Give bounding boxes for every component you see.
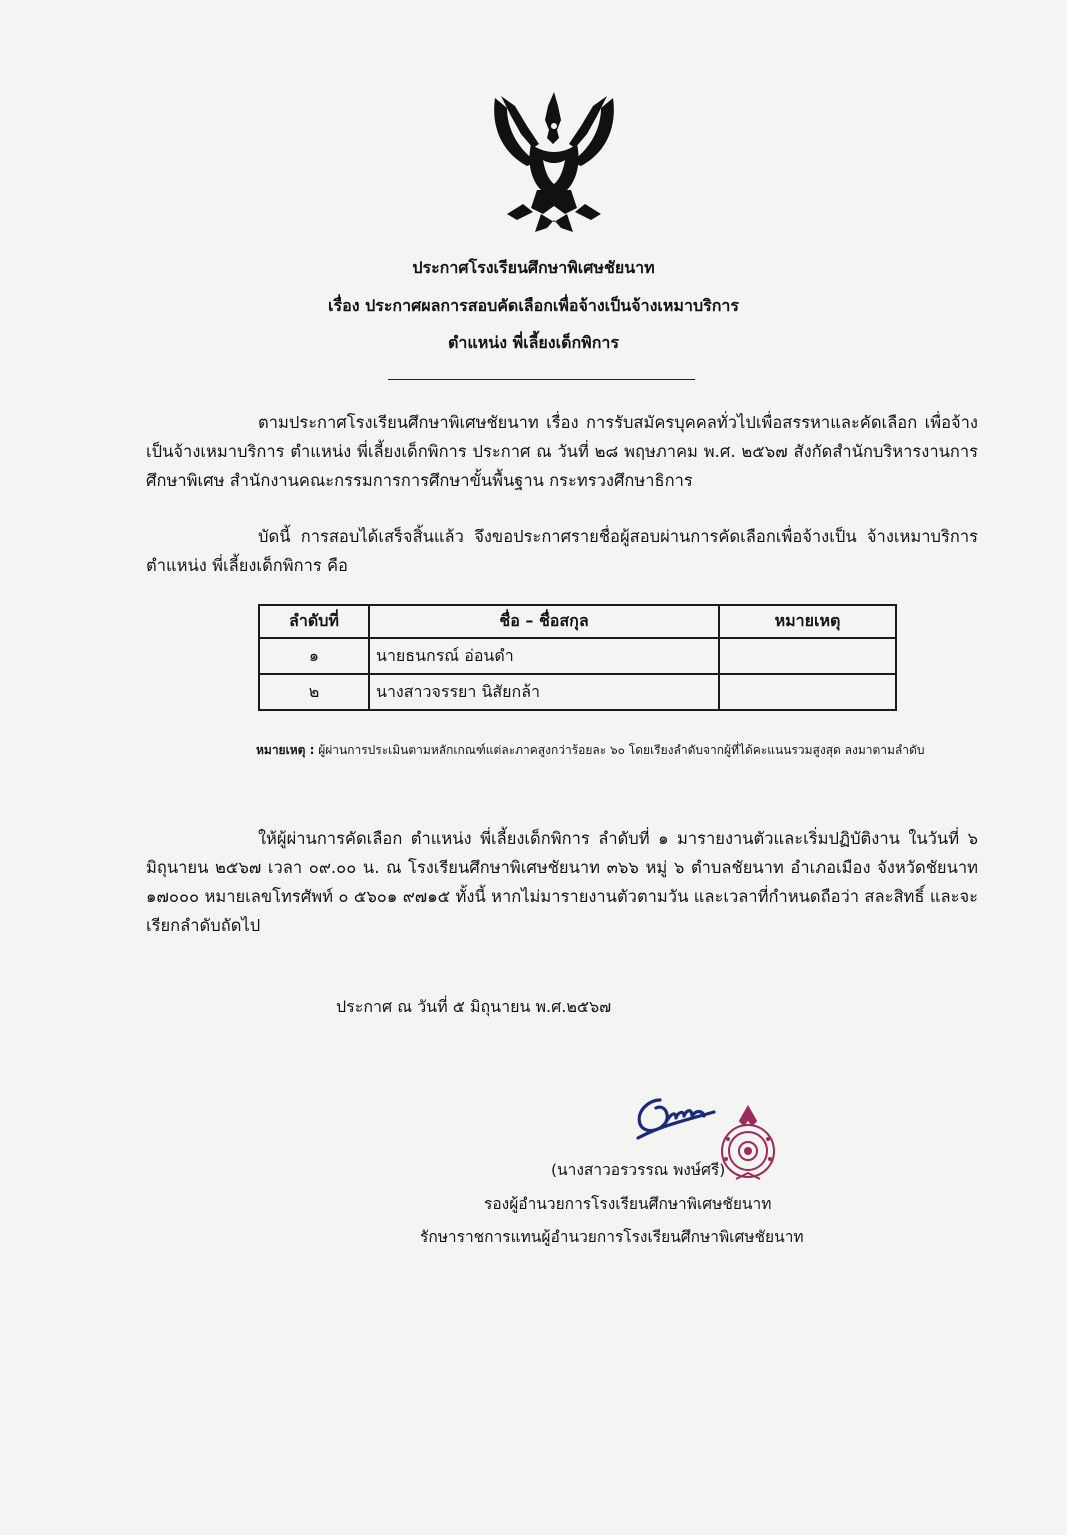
body-paragraph-2: บัดนี้ การสอบได้เสร็จสิ้นแล้ว จึงขอประกาศรายชื่อผู้สอบผ่านการคัดเลือกเพื่อจ้างเป็น จ้างเหมาบริการ ตำแหน่ง พี่เลี้ยงเด็กพิการ คือ — [146, 527, 978, 575]
column-header-remark: หมายเหตุ — [719, 605, 896, 638]
row-remark — [719, 638, 896, 674]
table-row — [259, 638, 896, 674]
announcement-title: ประกาศโรงเรียนศึกษาพิเศษชัยนาท — [412, 258, 655, 277]
footnote-label: หมายเหตุ : — [256, 743, 315, 757]
signer-name: (นางสาวอรวรรณ พงษ์ศรี) — [551, 1161, 726, 1179]
signer-position: รองผู้อำนวยการโรงเรียนศึกษาพิเศษชัยนาท — [484, 1195, 772, 1213]
announcement-date: ประกาศ ณ วันที่ ๕ มิถุนายน พ.ศ.๒๕๖๗ — [336, 997, 612, 1016]
table-footnote — [146, 735, 978, 765]
handwritten-signature-icon — [630, 1082, 716, 1142]
column-header-order: ลำดับที่ — [259, 605, 369, 638]
table-row — [259, 674, 896, 710]
garuda-emblem-icon — [487, 86, 621, 234]
row-order: ๑ — [259, 638, 369, 674]
announcement-position: ตำแหน่ง พี่เลี้ยงเด็กพิการ — [448, 333, 619, 352]
results-table — [258, 604, 897, 711]
column-header-name: ชื่อ – ชื่อสกุล — [369, 605, 719, 638]
title-divider — [388, 379, 695, 380]
row-name: นายธนกรณ์ อ่อนดำ — [369, 638, 719, 674]
row-order: ๒ — [259, 674, 369, 710]
body-paragraph-1: ตามประกาศโรงเรียนศึกษาพิเศษชัยนาท เรื่อง การรับสมัครบุคคลทั่วไปเพื่อสรรหาและคัดเลือก เพื่อจ้างเป็นจ้างเหมาบริการ ตำแหน่ง พี่เลี้ยงเด็กพิการ ประกาศ ณ วันที่ ๒๘ พฤษภาคม พ.ศ. ๒๕๖๗ สังกัดสำนักบริหารงานการศึกษาพิเศษ สำนักงานคณะกรรมการการศึกษาขั้นพื้นฐาน กระทรวงศึกษาธิการ — [146, 413, 978, 490]
table-header-row — [259, 605, 896, 638]
body-paragraph-3: ให้ผู้ผ่านการคัดเลือก ตำแหน่ง พี่เลี้ยงเด็กพิการ ลำดับที่ ๑ มารายงานตัวและเริ่มปฏิบัติงาน ในวันที่ ๖ มิถุนายน ๒๕๖๗ เวลา ๐๙.๐๐ น. ณ โรงเรียนศึกษาพิเศษชัยนาท ๓๖๖ หมู่ ๖ ตำบลชัยนาท อำเภอเมือง จังหวัดชัยนาท ๑๗๐๐๐ หมายเลขโทรศัพท์ ๐ ๕๖๐๑ ๙๗๑๕ ทั้งนี้ หากไม่มารายงานตัวตามวัน และเวลาที่กำหนดถือว่า สละสิทธิ์ และจะเรียกลำดับถัดไป — [146, 829, 978, 935]
signer-acting-position: รักษาราชการแทนผู้อำนวยการโรงเรียนศึกษาพิเศษชัยนาท — [420, 1228, 804, 1246]
footnote-text: ผู้ผ่านการประเมินตามหลักเกณฑ์แต่ละภาคสูงกว่าร้อยละ ๖๐ โดยเรียงลำดับจากผู้ที่ได้คะแนนรวมสูงสุด ลงมาตามลำดับ — [318, 743, 925, 757]
announcement-subject: เรื่อง ประกาศผลการสอบคัดเลือกเพื่อจ้างเป็นจ้างเหมาบริการ — [328, 296, 739, 315]
row-remark — [719, 674, 896, 710]
row-name: นางสาวจรรยา นิสัยกล้า — [369, 674, 719, 710]
